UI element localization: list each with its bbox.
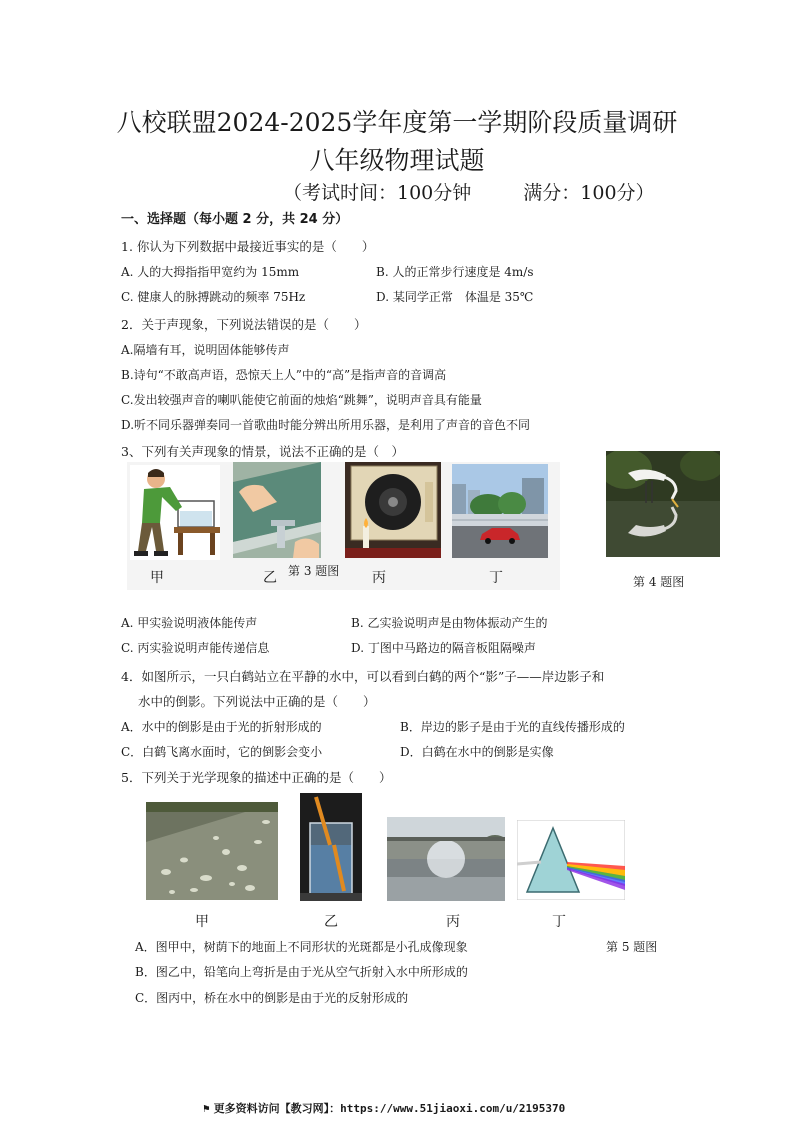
q3-image-jia <box>130 465 220 560</box>
q5-label-ding: 丁 <box>552 914 566 930</box>
q5-label-yi: 乙 <box>324 914 338 930</box>
fig4-caption: 第 4 题图 <box>633 575 685 589</box>
q4-option-a: A．水中的倒影是由于光的折射形成的 <box>121 720 322 734</box>
q1-option-d: D. 某同学正常 体温是 35℃ <box>376 290 534 304</box>
q2-option-c: C.发出较强声音的喇叭能使它前面的烛焰“跳舞”，说明声音具有能量 <box>121 393 482 407</box>
q2-option-a: A.隔墙有耳，说明固体能够传声 <box>121 343 290 357</box>
full-score: 满分：100分） <box>523 182 655 204</box>
q3-label-bing: 丙 <box>372 570 386 586</box>
q1-option-b: B. 人的正常步行速度是 4m/s <box>376 265 534 279</box>
exam-subtitle: 八年级物理试题 <box>309 146 485 175</box>
section-heading: 一、选择题（每小题 2 分，共 24 分） <box>121 212 349 227</box>
q4-stem-line1: 4．如图所示，一只白鹤站立在平静的水中，可以看到白鹤的两个“影”子——岸边影子和 <box>121 669 605 684</box>
q1-option-a: A. 人的大拇指指甲宽约为 15mm <box>121 265 300 279</box>
q2-option-b: B.诗句“不敢高声语，恐惊天上人”中的“高”是指声音的音调高 <box>121 368 447 382</box>
q3-figure-caption: 第 3 题图 <box>288 564 340 578</box>
q3-image-bing <box>345 462 441 558</box>
q5-label-jia: 甲 <box>195 914 209 930</box>
q5-image-jia <box>146 802 278 900</box>
q2-option-d: D.听不同乐器弹奏同一首歌曲时能分辨出所用乐器，是利用了声音的音色不同 <box>121 418 531 432</box>
footer-link[interactable]: 更多资料访问【教习网】：https://www.51jiaoxi.com/u/2195370 <box>213 1102 566 1115</box>
q5-image-yi <box>300 793 362 901</box>
footer <box>203 1100 565 1116</box>
q5-image-bing <box>387 817 505 901</box>
flag-icon: ⚑ <box>203 1102 210 1115</box>
q5-image-ding <box>517 820 625 900</box>
q5-figure-caption: 第 5 题图 <box>606 940 658 954</box>
q3-option-b: B. 乙实验说明声是由物体振动产生的 <box>351 616 548 630</box>
fig4-crane-image <box>606 451 720 557</box>
exam-meta <box>283 178 655 205</box>
q2-stem: 2．关于声现象，下列说法错误的是（ ） <box>121 317 367 332</box>
q5-option-a: A．图甲中，树荫下的地面上不同形状的光斑都是小孔成像现象 <box>135 940 468 954</box>
q5-option-c: C．图丙中，桥在水中的倒影是由于光的反射形成的 <box>135 991 409 1005</box>
q3-option-a: A. 甲实验说明液体能传声 <box>121 616 258 630</box>
exam-time: （考试时间：100分钟 <box>283 182 472 204</box>
q5-stem: 5．下列关于光学现象的描述中正确的是（ ） <box>121 770 392 785</box>
q3-image-yi <box>233 462 321 558</box>
exam-title: 八校联盟2024-2025学年度第一学期阶段质量调研 <box>116 108 678 137</box>
q5-label-bing: 丙 <box>446 914 460 930</box>
q4-option-b: B．岸边的影子是由于光的直线传播形成的 <box>400 720 625 734</box>
q4-stem-line2: 水中的倒影。下列说法中正确的是（ ） <box>138 694 376 709</box>
q3-label-yi: 乙 <box>263 570 277 586</box>
q4-option-d: D．白鹤在水中的倒影是实像 <box>400 745 554 759</box>
q3-label-ding: 丁 <box>489 570 503 586</box>
q3-stem: 3、下列有关声现象的情景，说法不正确的是（ ） <box>121 444 404 459</box>
q3-label-jia: 甲 <box>150 570 164 586</box>
q3-option-c: C. 丙实验说明声能传递信息 <box>121 641 270 655</box>
q1-option-c: C. 健康人的脉搏跳动的频率 75Hz <box>121 290 306 304</box>
q3-option-d: D. 丁图中马路边的隔音板阻隔噪声 <box>351 641 536 655</box>
q5-option-b: B．图乙中，铅笔向上弯折是由于光从空气折射入水中所形成的 <box>135 965 468 979</box>
q3-image-ding <box>452 464 548 558</box>
q1-stem: 1. 你认为下列数据中最接近事实的是（ ） <box>121 239 375 254</box>
q4-option-c: C．白鹤飞离水面时，它的倒影会变小 <box>121 745 323 759</box>
